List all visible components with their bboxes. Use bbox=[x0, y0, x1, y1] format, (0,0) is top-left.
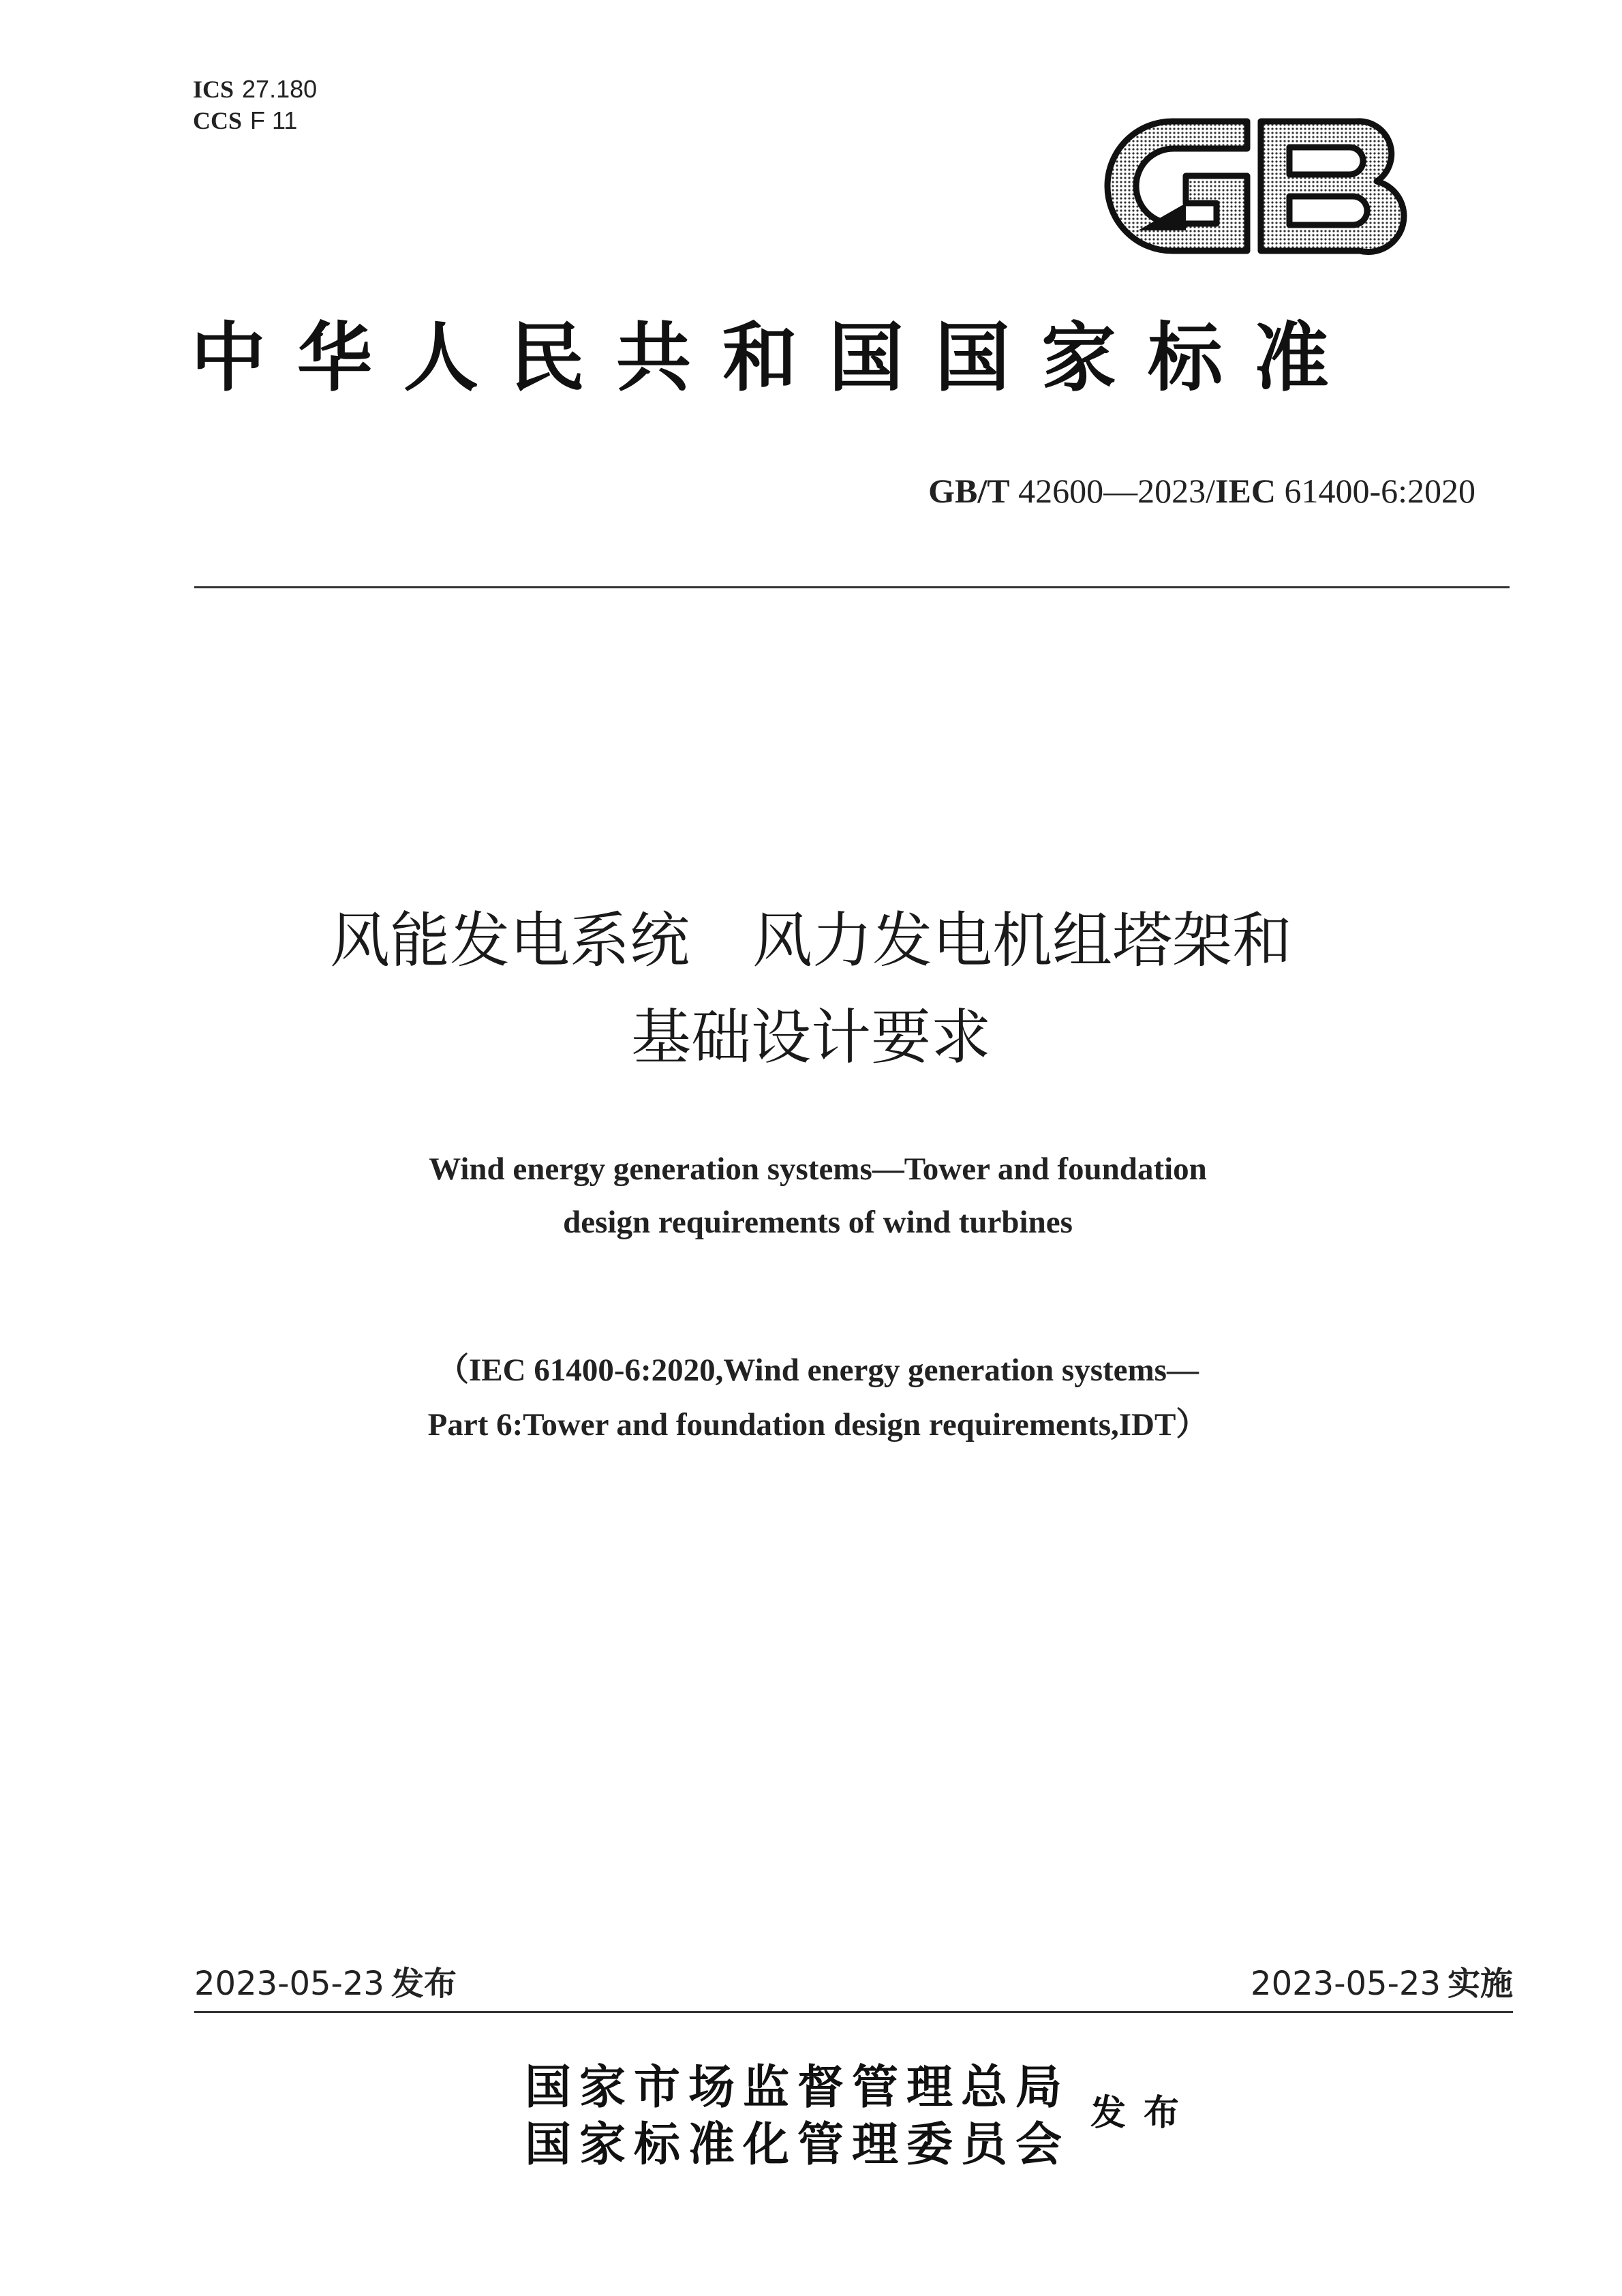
iec-number-value: 61400-6:2020 bbox=[1284, 472, 1475, 510]
title-cn-part2: 风力发电机组塔架和 bbox=[752, 905, 1293, 976]
title-cn-line2: 基础设计要求 bbox=[630, 1002, 991, 1072]
implementation-date-label: 实施 bbox=[1447, 1965, 1513, 2003]
gb-logo-mark bbox=[1090, 94, 1431, 271]
standard-number-value: 42600—2023/ bbox=[1018, 472, 1216, 510]
title-cn-part1: 风能发电系统 bbox=[329, 905, 690, 976]
ics-value: 27.180 bbox=[242, 75, 318, 103]
title-cn-line1 bbox=[0, 898, 1622, 983]
ccs-code bbox=[193, 105, 317, 136]
national-standard-title: 中华人民共和国国家标准 bbox=[191, 314, 1360, 402]
publisher-sac: 国家标准化管理委员会 bbox=[525, 2117, 1071, 2172]
equivalence-line1: （IEC 61400-6:2020,Wind energy generation systems— bbox=[437, 1353, 1199, 1388]
standard-number bbox=[928, 470, 1475, 511]
ics-code bbox=[193, 74, 317, 105]
issue-date bbox=[194, 1963, 457, 2004]
title-en-line1: Wind energy generation systems—Tower and foundation bbox=[429, 1151, 1207, 1187]
issue-date-value: 2023-05-23 bbox=[194, 1965, 384, 2003]
ics-label: ICS bbox=[193, 76, 234, 103]
footer-divider bbox=[194, 2011, 1513, 2013]
implementation-date bbox=[1251, 1963, 1513, 2004]
header-divider bbox=[194, 586, 1510, 588]
publisher-samr: 国家市场监督管理总局 bbox=[525, 2060, 1071, 2115]
publish-action: 发布 bbox=[1090, 2092, 1197, 2134]
iec-prefix: IEC bbox=[1215, 472, 1276, 510]
ccs-value: F 11 bbox=[250, 106, 298, 134]
issue-date-label: 发布 bbox=[391, 1965, 457, 2003]
ccs-label: CCS bbox=[193, 107, 243, 134]
equivalence-line2: Part 6:Tower and foundation design requirements,IDT） bbox=[427, 1407, 1208, 1442]
standard-prefix: GB/T bbox=[928, 472, 1010, 510]
publishers bbox=[525, 2059, 1070, 2173]
implementation-date-value: 2023-05-23 bbox=[1251, 1965, 1441, 2003]
gb-logo bbox=[1090, 94, 1431, 271]
classification-codes bbox=[193, 74, 317, 136]
title-en-line2: design requirements of wind turbines bbox=[563, 1205, 1073, 1240]
